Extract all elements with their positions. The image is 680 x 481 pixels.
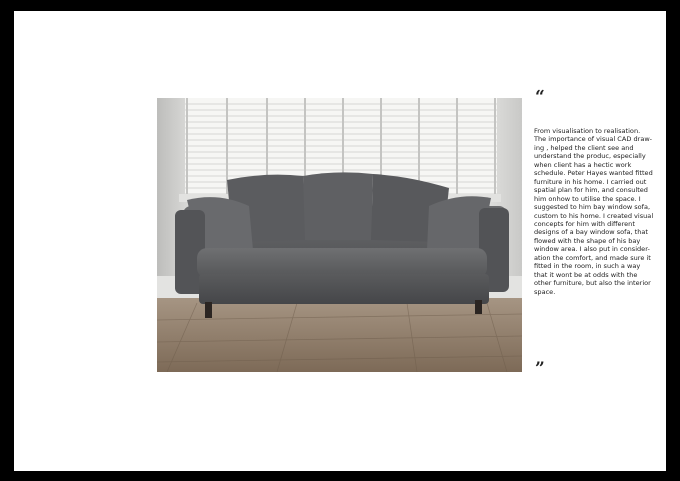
- description-line: window area. I also put in consider-: [534, 245, 650, 254]
- closing-quote-mark: ”: [535, 359, 545, 379]
- description-line: concepts for him with different: [534, 219, 635, 228]
- description-line: flowed with the shape of his bay: [534, 236, 641, 245]
- document-page: [14, 11, 666, 471]
- description-line: custom to his home. I created visual: [534, 211, 654, 220]
- description-line: other furniture, but also the interior: [534, 279, 651, 288]
- description-line: space.: [534, 287, 556, 296]
- description-line: From visualisation to realisation.: [534, 127, 641, 135]
- description-line: him onhow to utilise the space. I: [534, 194, 641, 203]
- description-line: The importance of visual CAD draw-: [534, 135, 653, 144]
- description-line: suggested to him bay window sofa,: [534, 203, 651, 212]
- description-line: ation the comfort, and made sure it: [534, 253, 651, 262]
- sofa-photo: [157, 98, 522, 372]
- description-line: furniture in his home. I carried out: [534, 177, 647, 186]
- description-line: spatial plan for him, and consulted: [534, 186, 648, 195]
- description-line: schedule. Peter Hayes wanted fitted: [534, 169, 653, 178]
- project-description: [534, 127, 654, 296]
- description-line: that it wont be at odds with the: [534, 270, 638, 279]
- description-line: fitted in the room, in such a way: [534, 262, 641, 271]
- description-line: when client has a hectic work: [534, 160, 632, 169]
- description-line: designs of a bay window sofa, that: [534, 228, 648, 237]
- description-line: understand the produc, especially: [534, 152, 646, 161]
- opening-quote-mark: “: [535, 87, 545, 107]
- description-line: ing , helped the client see and: [534, 143, 634, 152]
